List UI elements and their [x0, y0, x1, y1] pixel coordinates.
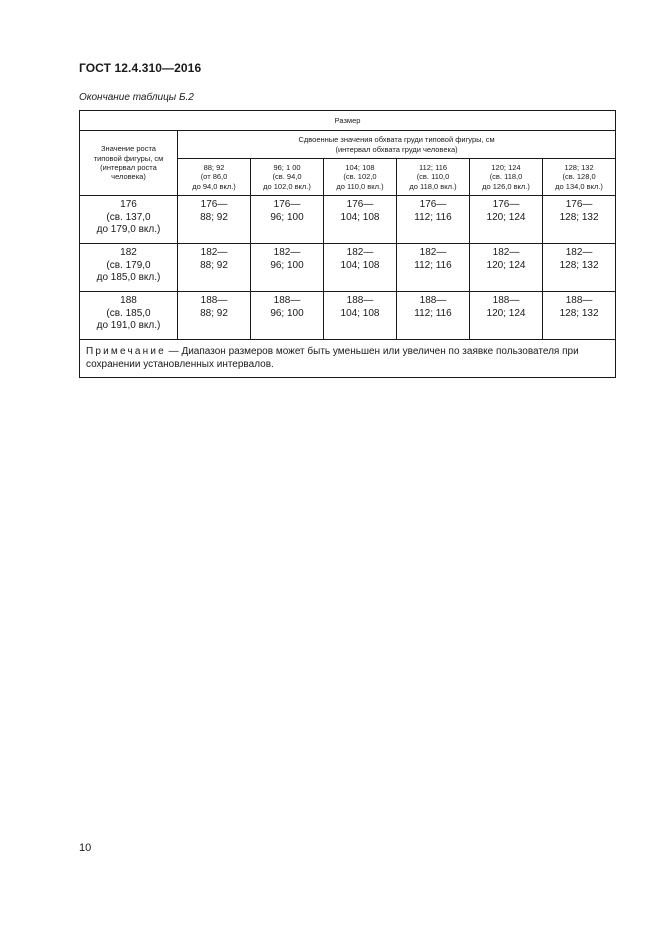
size-cell	[470, 292, 543, 340]
size-height-part: 182—	[273, 247, 301, 258]
chest-column-header	[251, 159, 324, 196]
chest-column-value: 96; 1 00	[273, 162, 301, 172]
header-height-line: типовой фигуры, см	[93, 153, 164, 163]
height-cell	[80, 244, 178, 292]
size-chest-part: 104; 108	[340, 211, 380, 223]
chest-column-header	[178, 159, 251, 196]
size-height-part: 176—	[273, 199, 301, 210]
size-cell	[178, 244, 251, 292]
size-cell	[397, 196, 470, 244]
chest-column-range: до 118,0 вкл.)	[409, 181, 457, 191]
size-chest-part: 88; 92	[200, 211, 228, 223]
size-height-part: 188—	[492, 295, 520, 306]
chest-column-value: 120; 124	[491, 162, 521, 172]
chest-column-range: (св. 118,0	[489, 172, 523, 182]
size-cell	[251, 196, 324, 244]
chest-column-header	[397, 159, 470, 196]
size-chest-part: 88; 92	[200, 307, 228, 319]
chest-column-range: (св. 94,0	[272, 172, 302, 182]
size-cell	[470, 196, 543, 244]
size-cell	[543, 196, 616, 244]
chest-column-value: 88; 92	[203, 162, 225, 172]
size-height-part: 176—	[565, 199, 593, 210]
size-chest-part: 112; 116	[414, 259, 452, 271]
size-height-part: 182—	[419, 247, 447, 258]
note-label: Примечание	[86, 346, 166, 357]
size-height-part: 188—	[346, 295, 374, 306]
size-cell	[251, 292, 324, 340]
height-range: до 185,0 вкл.)	[96, 272, 161, 283]
height-range: до 191,0 вкл.)	[96, 320, 161, 331]
size-chest-part: 120; 124	[486, 307, 526, 319]
size-height-part: 176—	[419, 199, 447, 210]
height-range: до 179,0 вкл.)	[96, 224, 161, 235]
size-chest-part: 96; 100	[270, 307, 304, 319]
chest-column-range: (св. 110,0	[416, 172, 450, 182]
size-cell	[178, 292, 251, 340]
table-row	[80, 244, 616, 292]
size-cell	[324, 244, 397, 292]
table-row	[80, 196, 616, 244]
size-chest-part: 128; 132	[559, 211, 599, 223]
size-height-part: 176—	[492, 199, 520, 210]
size-cell	[251, 244, 324, 292]
height-range: (св. 137,0	[106, 211, 151, 223]
size-table	[79, 110, 616, 378]
header-height-line: (интервал роста	[100, 163, 157, 172]
height-value: 176	[120, 199, 137, 210]
size-cell	[470, 244, 543, 292]
height-range: (св. 185,0	[106, 307, 151, 319]
chest-column-value: 112; 116	[418, 162, 448, 172]
size-height-part: 182—	[565, 247, 593, 258]
chest-column-value: 128; 132	[564, 162, 594, 172]
size-height-part: 176—	[346, 199, 374, 210]
chest-column-range: до 94,0 вкл.)	[192, 181, 236, 191]
size-chest-part: 96; 100	[270, 259, 304, 271]
height-value: 182	[120, 247, 137, 258]
size-height-part: 182—	[200, 247, 228, 258]
chest-column-range: (св. 128,0	[562, 172, 596, 182]
chest-column-range: (св. 102,0	[343, 172, 377, 182]
size-height-part: 176—	[200, 199, 228, 210]
note-text: — Диапазон размеров может быть уменьшен или увеличен по заявке пользователя при сохранении установленных интервалов.	[86, 346, 579, 370]
size-cell	[543, 244, 616, 292]
height-cell	[80, 292, 178, 340]
size-chest-part: 128; 132	[559, 307, 599, 319]
header-size: Размер	[80, 111, 616, 131]
size-chest-part: 104; 108	[340, 259, 380, 271]
table-row	[80, 292, 616, 340]
size-cell	[397, 292, 470, 340]
size-cell	[397, 244, 470, 292]
size-height-part: 188—	[419, 295, 447, 306]
chest-column-header	[470, 159, 543, 196]
size-chest-part: 128; 132	[559, 259, 599, 271]
chest-column-value: 104; 108	[345, 162, 375, 172]
header-chest-line: Сдвоенные значения обхвата груди типовой фигуры, см	[298, 135, 495, 145]
size-height-part: 182—	[346, 247, 374, 258]
size-chest-part: 120; 124	[486, 259, 526, 271]
size-cell	[178, 196, 251, 244]
chest-column-range: до 134,0 вкл.)	[555, 181, 603, 191]
header-chest-line: (интервал обхвата груди человека)	[335, 144, 458, 154]
size-height-part: 182—	[492, 247, 520, 258]
header-height	[80, 131, 178, 196]
height-range: (св. 179,0	[106, 259, 151, 271]
chest-column-header	[543, 159, 616, 196]
size-cell	[324, 196, 397, 244]
height-value: 188	[120, 295, 137, 306]
size-height-part: 188—	[273, 295, 301, 306]
header-height-line: человека)	[111, 172, 146, 182]
size-chest-part: 112; 116	[414, 211, 452, 223]
table-caption: Окончание таблицы Б.2	[79, 92, 194, 103]
header-chest	[178, 131, 616, 159]
size-chest-part: 104; 108	[340, 307, 380, 319]
chest-column-range: до 110,0 вкл.)	[336, 181, 384, 191]
size-cell	[543, 292, 616, 340]
chest-column-range: до 102,0 вкл.)	[263, 181, 311, 191]
size-chest-part: 88; 92	[200, 259, 228, 271]
chest-column-range: до 126,0 вкл.)	[482, 181, 530, 191]
table-note	[80, 340, 616, 378]
document-code: ГОСТ 12.4.310—2016	[79, 61, 202, 75]
header-height-line: Значение роста	[101, 144, 156, 154]
size-height-part: 188—	[565, 295, 593, 306]
size-chest-part: 96; 100	[270, 211, 304, 223]
size-height-part: 188—	[200, 295, 228, 306]
size-chest-part: 120; 124	[486, 211, 526, 223]
chest-column-range: (от 86,0	[200, 172, 228, 182]
size-chest-part: 112; 116	[414, 307, 452, 319]
chest-column-header	[324, 159, 397, 196]
height-cell	[80, 196, 178, 244]
size-cell	[324, 292, 397, 340]
page-number: 10	[79, 842, 92, 854]
